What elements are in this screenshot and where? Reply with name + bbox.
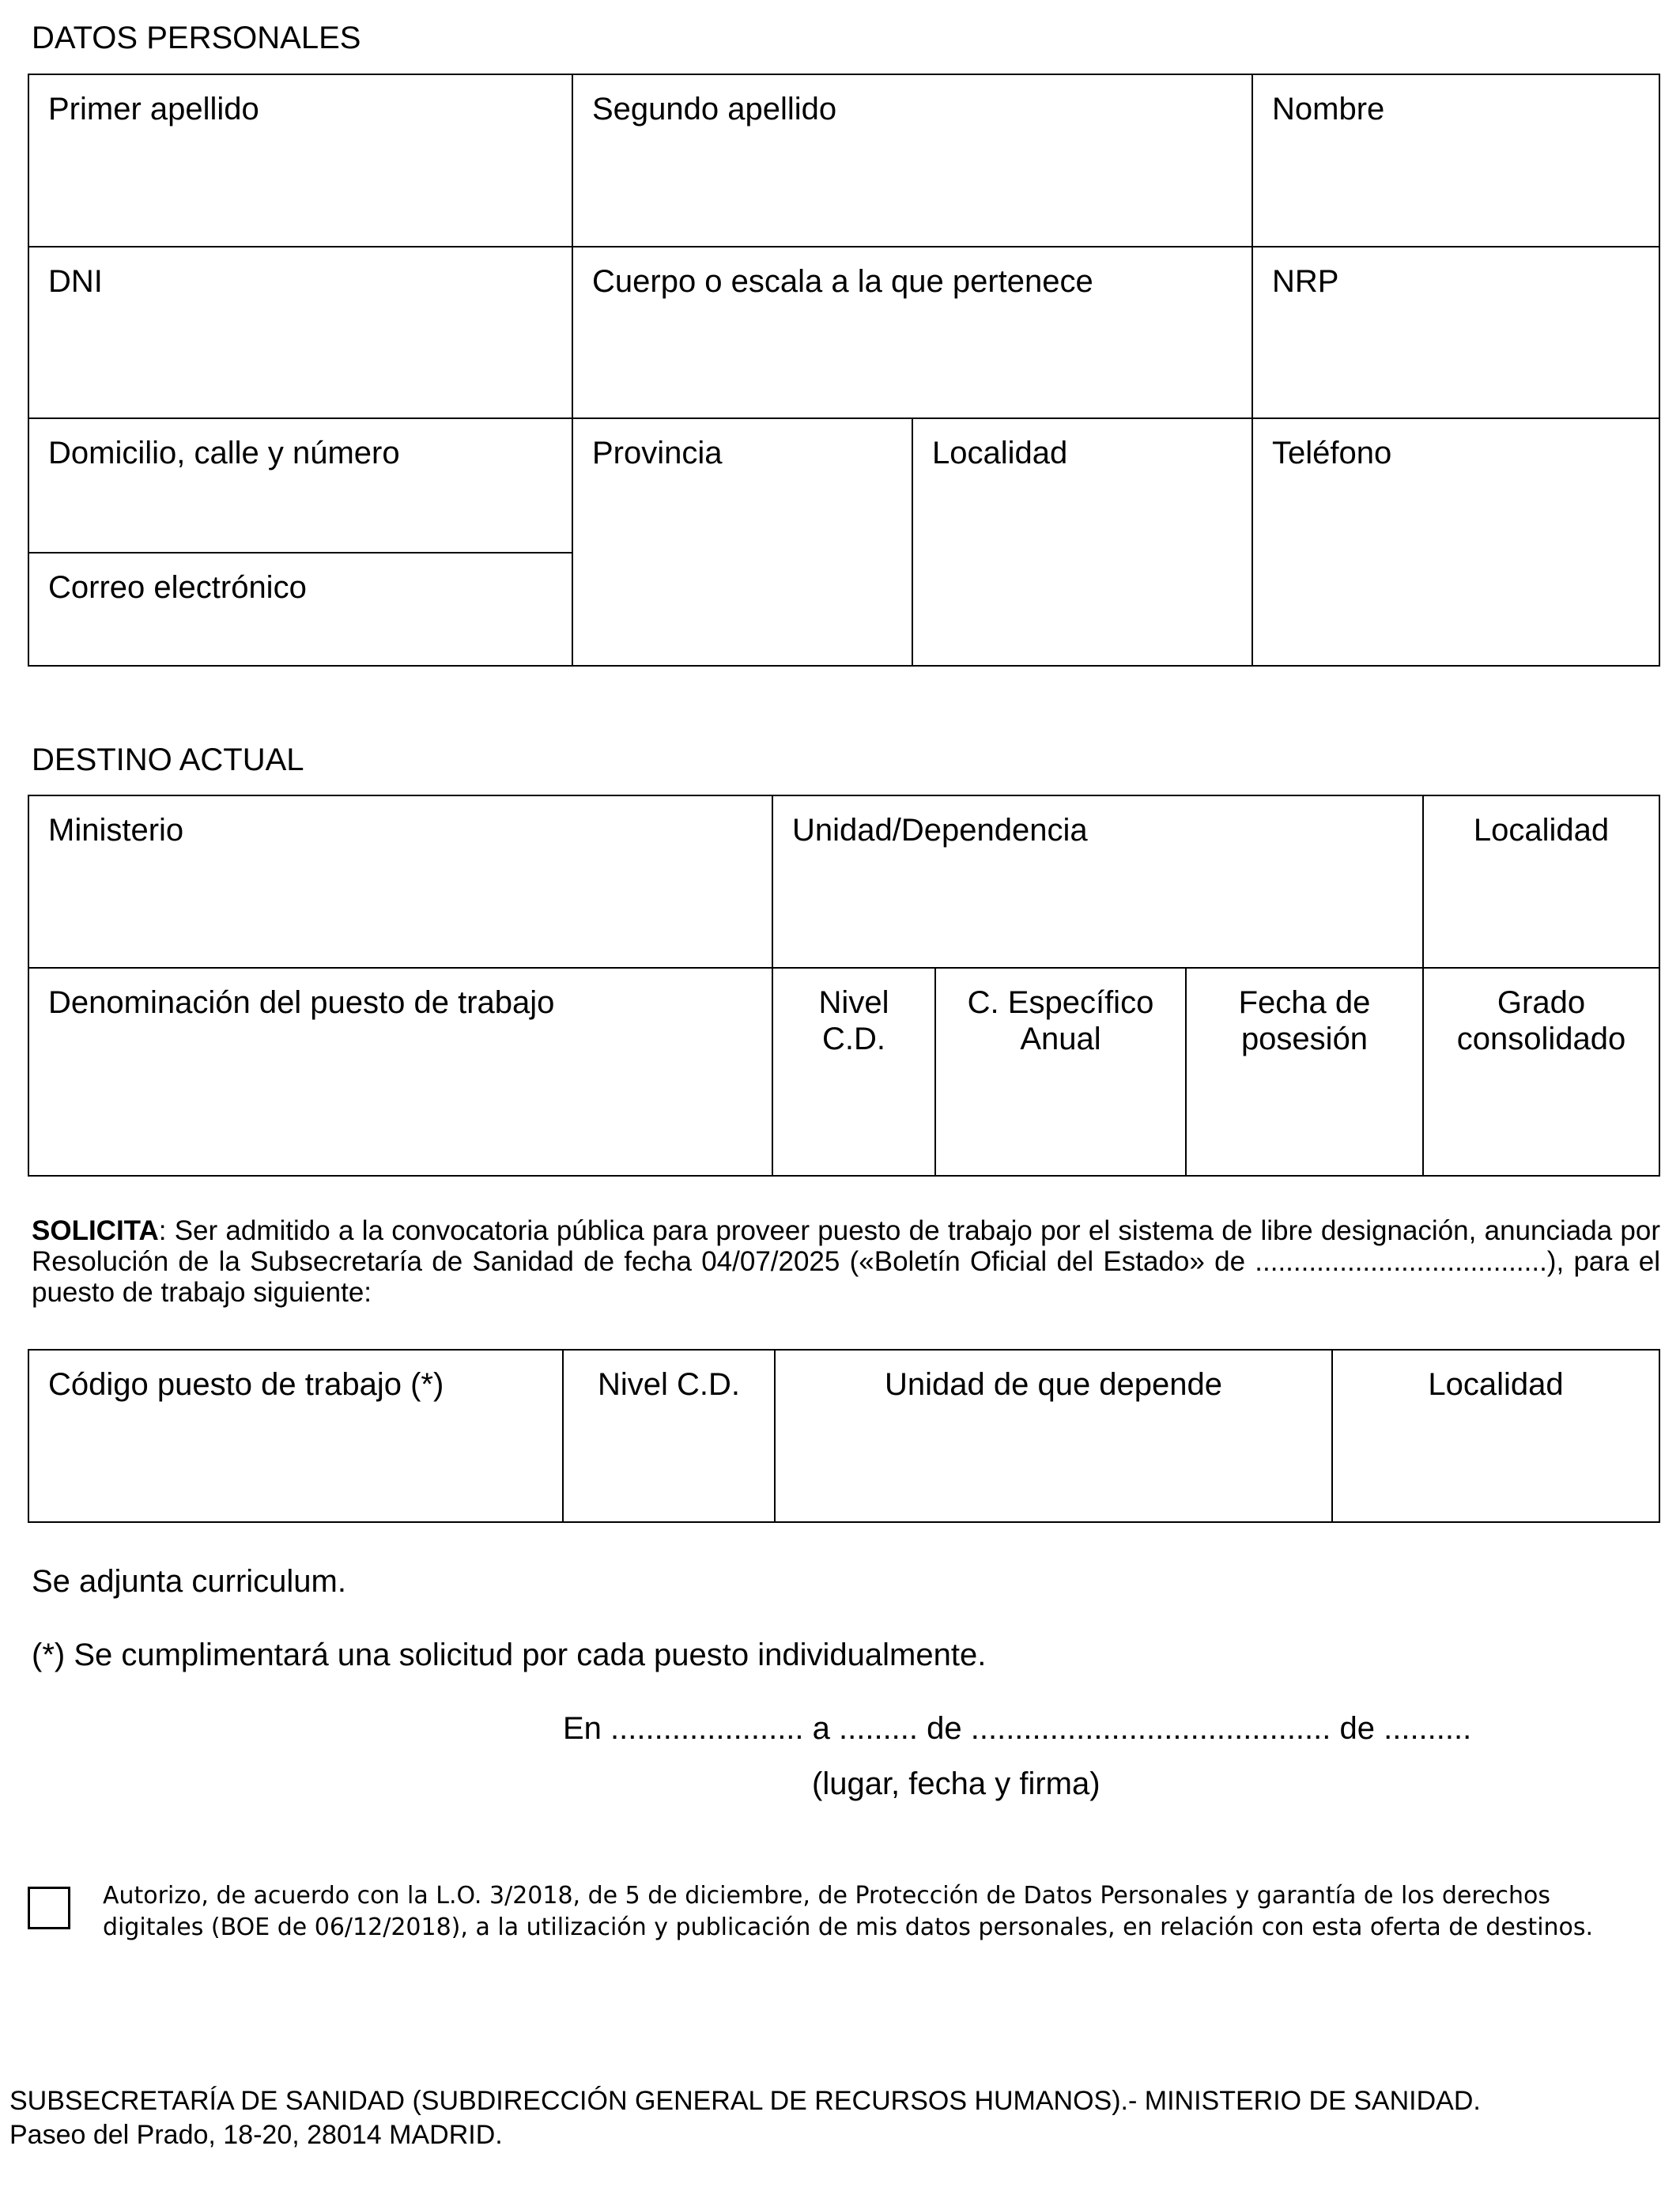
especifico-label-line1: C. Específico (967, 985, 1154, 1020)
denominacion-field[interactable] (28, 968, 772, 1176)
puesto-solicitado-table (28, 1349, 1660, 1523)
primer-apellido-field[interactable] (28, 74, 572, 247)
puesto-nivel-field[interactable] (563, 1350, 775, 1522)
especifico-field[interactable] (935, 968, 1186, 1176)
telefono-label: Teléfono (1272, 436, 1392, 470)
solicita-paragraph (32, 1215, 1660, 1308)
denominacion-label: Denominación del puesto de trabajo (48, 985, 555, 1020)
datos-personales-table (28, 74, 1660, 667)
codigo-puesto-label: Código puesto de trabajo (*) (48, 1367, 444, 1402)
grado-consolidado-field[interactable] (1423, 968, 1659, 1176)
section-title-datos-personales: DATOS PERSONALES (32, 21, 361, 55)
consent-text: Autorizo, de acuerdo con la L.O. 3/2018, de 5 de diciembre, de Protección de Datos Personales y garantía de los derechos digitales (BOE de 06/12/2018), a la utilización y publicación de mis datos personales, en relación con esta oferta de destinos. (103, 1882, 1594, 1941)
correo-field[interactable] (28, 553, 572, 666)
signature-line: En ...................... a ......... de ......................................... de .......... (563, 1711, 1472, 1746)
nrp-field[interactable] (1252, 247, 1659, 418)
localidad-actual-field[interactable] (1423, 795, 1659, 968)
footer-line-2: Paseo del Prado, 18-20, 28014 MADRID. (9, 2120, 503, 2150)
telefono-field[interactable] (1252, 418, 1659, 666)
puesto-localidad-field[interactable] (1332, 1350, 1659, 1522)
segundo-apellido-label: Segundo apellido (592, 92, 837, 127)
domicilio-label: Domicilio, calle y número (48, 436, 400, 470)
unidad-dependencia-field[interactable] (772, 795, 1423, 968)
asterisk-note: (*) Se cumplimentará una solicitud por cada puesto individualmente. (32, 1638, 987, 1672)
solicita-text: : Ser admitido a la convocatoria pública para proveer puesto de trabajo por el sistema de libre designación, anunciada por Resolución de la Subsecretaría de Sanidad de fecha 04/07/2025 («Boletín Oficial del Estado» de ......................................), para el puesto de trabajo siguiente: (32, 1215, 1660, 1308)
consent-checkbox[interactable] (28, 1887, 70, 1929)
grado-consolidado-label-line1: Grado (1497, 985, 1586, 1020)
codigo-puesto-field[interactable] (28, 1350, 563, 1522)
provincia-label: Provincia (592, 436, 723, 470)
primer-apellido-label: Primer apellido (48, 92, 259, 127)
destino-actual-table (28, 795, 1660, 1177)
solicita-label: SOLICITA (32, 1215, 159, 1246)
segundo-apellido-field[interactable] (572, 74, 1252, 247)
nombre-label: Nombre (1272, 92, 1385, 127)
cuerpo-label: Cuerpo o escala a la que pertenece (592, 264, 1093, 299)
section-title-destino-actual: DESTINO ACTUAL (32, 742, 304, 777)
unidad-depende-field[interactable] (775, 1350, 1332, 1522)
fecha-posesion-label-line1: Fecha de (1238, 985, 1371, 1020)
localidad-label: Localidad (932, 436, 1068, 470)
localidad-actual-label: Localidad (1473, 813, 1610, 848)
dni-label: DNI (48, 264, 103, 299)
nivel-cd-field[interactable] (772, 968, 935, 1176)
localidad-field[interactable] (912, 418, 1252, 666)
nivel-cd-label-line1: Nivel (818, 985, 889, 1020)
fecha-posesion-field[interactable] (1186, 968, 1423, 1176)
cuerpo-field[interactable] (572, 247, 1252, 418)
dni-field[interactable] (28, 247, 572, 418)
provincia-field[interactable] (572, 418, 912, 666)
footer-line-1: SUBSECRETARÍA DE SANIDAD (SUBDIRECCIÓN GENERAL DE RECURSOS HUMANOS).- MINISTERIO DE SANIDAD. (9, 2086, 1481, 2116)
domicilio-field[interactable] (28, 418, 572, 553)
ministerio-label: Ministerio (48, 813, 184, 848)
puesto-nivel-label: Nivel C.D. (597, 1367, 741, 1402)
signature-caption: (lugar, fecha y firma) (812, 1766, 1100, 1801)
nivel-cd-label-line2: C.D. (822, 1022, 885, 1056)
curriculum-note: Se adjunta curriculum. (32, 1564, 346, 1599)
ministerio-field[interactable] (28, 795, 772, 968)
fecha-posesion-label-line2: posesión (1240, 1022, 1369, 1056)
especifico-label-line2: Anual (1020, 1022, 1101, 1056)
puesto-localidad-label: Localidad (1428, 1367, 1564, 1402)
grado-consolidado-label-line2: consolidado (1456, 1022, 1626, 1056)
unidad-depende-label: Unidad de que depende (884, 1367, 1223, 1402)
nrp-label: NRP (1272, 264, 1339, 299)
correo-label: Correo electrónico (48, 570, 307, 605)
unidad-dependencia-label: Unidad/Dependencia (792, 813, 1088, 848)
nombre-field[interactable] (1252, 74, 1659, 247)
